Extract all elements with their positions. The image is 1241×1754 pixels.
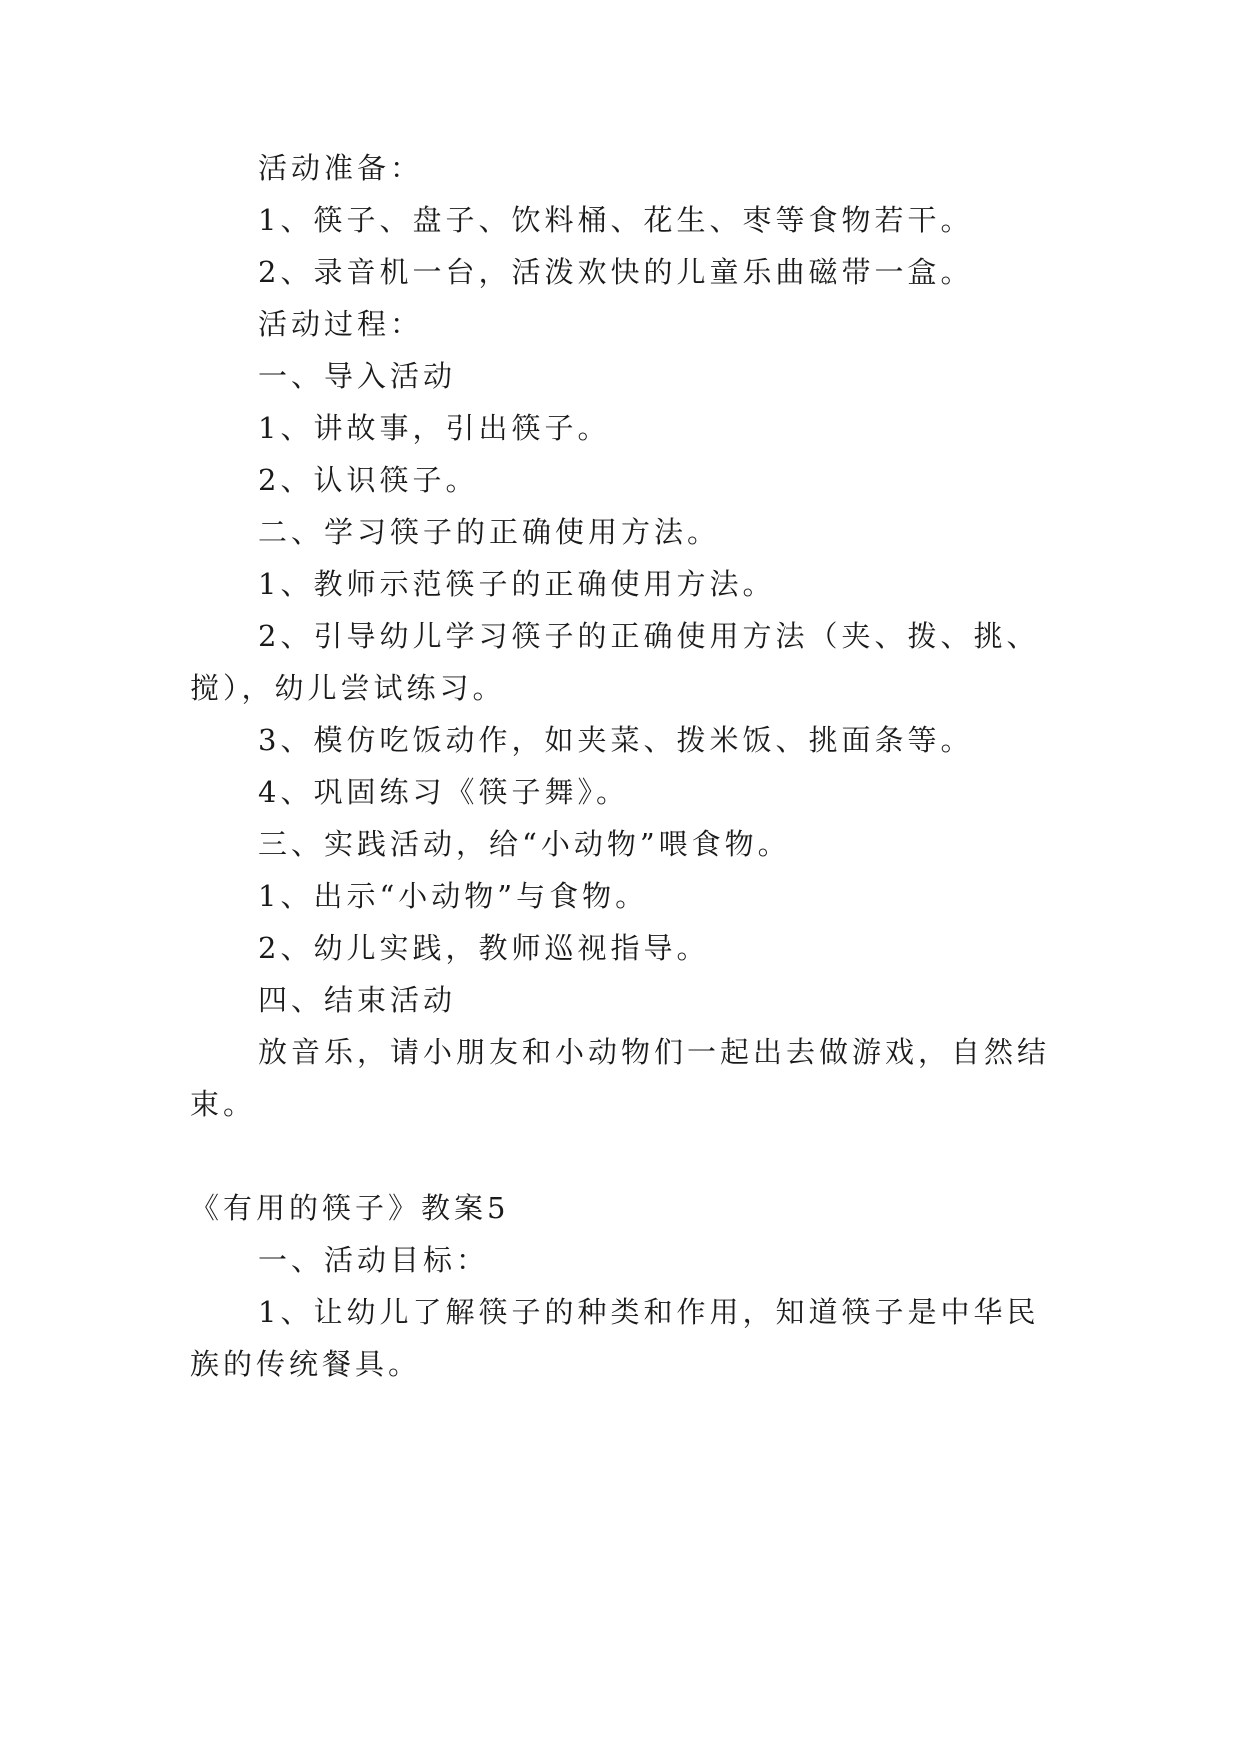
paragraph-line: 2、幼儿实践，教师巡视指导。	[258, 931, 710, 965]
paragraph-line: 3、模仿吃饭动作，如夹菜、拨米饭、挑面条等。	[258, 723, 974, 757]
section-heading: 三、实践活动，给“小动物”喂食物。	[258, 827, 791, 861]
paragraph-line: 族的传统餐具。	[190, 1347, 422, 1381]
paragraph-line: 1、讲故事，引出筷子。	[258, 411, 611, 445]
paragraph-line: 2、认识筷子。	[258, 463, 479, 497]
paragraph-line: 2、录音机一台，活泼欢快的儿童乐曲磁带一盒。	[258, 255, 974, 289]
paragraph-line: 放音乐，请小朋友和小动物们一起出去做游戏，自然结	[258, 1035, 1051, 1069]
heading-activity-preparation: 活动准备：	[258, 151, 424, 185]
paragraph-line: 1、教师示范筷子的正确使用方法。	[258, 567, 776, 601]
paragraph-line: 4、巩固练习《筷子舞》。	[258, 775, 629, 809]
paragraph-line: 束。	[190, 1087, 257, 1121]
section-heading: 四、结束活动	[258, 983, 457, 1017]
document-section-title: 《有用的筷子》教案5	[190, 1191, 510, 1225]
paragraph-line: 1、筷子、盘子、饮料桶、花生、枣等食物若干。	[258, 203, 974, 237]
section-heading: 一、导入活动	[258, 359, 457, 393]
paragraph-line: 1、让幼儿了解筷子的种类和作用，知道筷子是中华民	[258, 1295, 1040, 1329]
paragraph-line: 搅），幼儿尝试练习。	[190, 671, 506, 705]
section-heading: 一、活动目标：	[258, 1243, 490, 1277]
heading-activity-process: 活动过程：	[258, 307, 424, 341]
paragraph-line: 1、出示“小动物”与食物。	[258, 879, 649, 913]
section-heading: 二、学习筷子的正确使用方法。	[258, 515, 721, 549]
paragraph-line: 2、引导幼儿学习筷子的正确使用方法（夹、拨、挑、	[258, 619, 1040, 653]
